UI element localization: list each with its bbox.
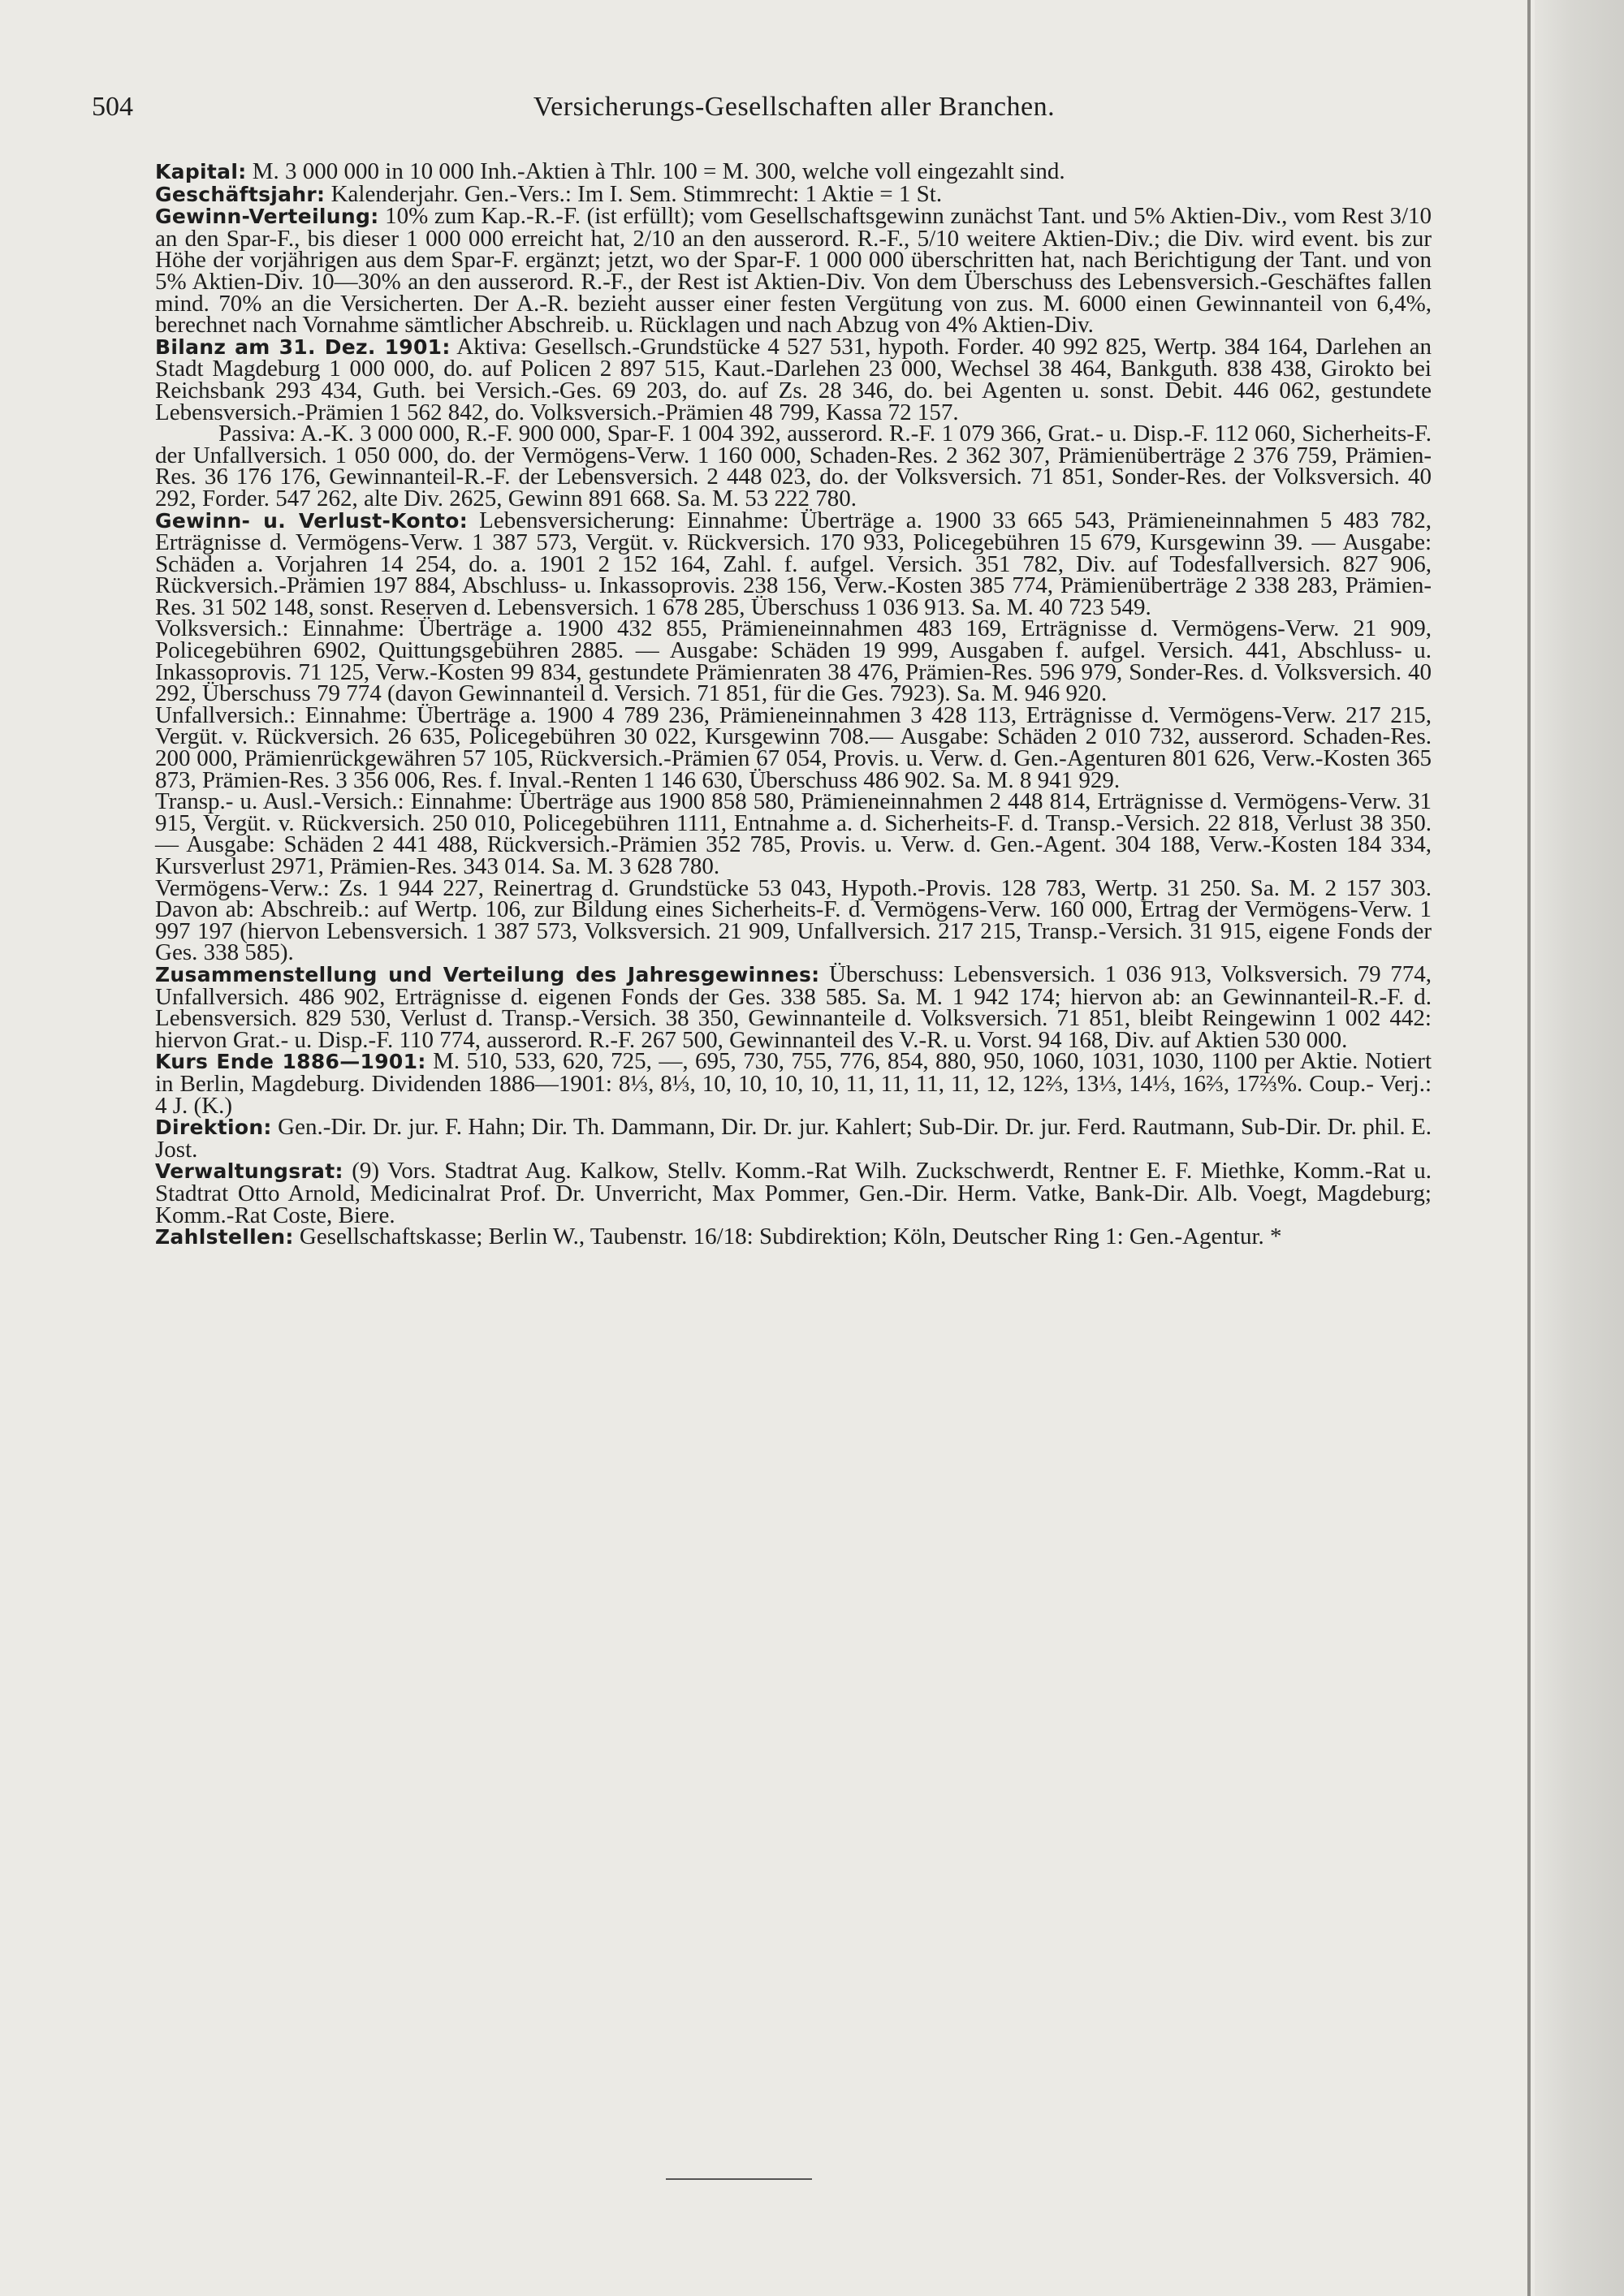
section-lead: Gewinn-Verteilung: [155,205,379,229]
section-text: Aktiva: Gesellsch.-Grundstücke 4 527 531, hypoth. Forder. 40 992 825, Wertp. 384 164, Darlehen an Stadt Magdeburg 1 000 000, do. auf Policen 2 897 515, Kaut.-Darlehen 23 000, Wechsel 38 464, Bankguth. 838 438, Girokto bei Reichsbank 293 434, Guth. bei Versich.-Ges. 69 203, do. auf Zs. 28 346, do. bei Agenten u. sonst. Debit. 446 062, gestundete Lebensversich.-Prämien 1 562 842, do. Volksversich.-Prämien 48 799, Kassa 72 157. [155,333,1432,425]
section-lead: Kurs Ende 1886—1901: [155,1050,426,1074]
section-text: Transp.- u. Ausl.-Versich.: Einnahme: Überträge aus 1900 858 580, Prämieneinnahmen 2 448 814, Erträgnisse d. Vermögens-Verw. 31 915, Vergüt. v. Rückversich. 250 010, Policegebühren 1111, Entnahme a. d. Sicherheits-F. d. Transp.-Versich. 22 818, Verlust 38 350. — Ausgabe: Schäden 2 441 488, Rückversich.-Prämien 352 785, Provis. u. Verw. d. Gen.-Agent. 304 188, Verw.-Kosten 184 334, Kursverlust 2971, Prämien-Res. 343 014. Sa. M. 3 628 780. [155,788,1432,879]
section-lead: Kapital: [155,160,247,183]
section-kurs [92,1048,1432,1119]
section-text: Gesellschaftskasse; Berlin W., Taubenstr. 16/18: Subdirektion; Köln, Deutscher Ring 1: Gen.-Agentur. * [299,1224,1282,1250]
section-volksversich [92,615,1432,707]
section-bilanz-aktiva [92,333,1432,425]
section-gewinn-verteilung [92,203,1432,339]
section-zahlstellen [92,1226,1432,1249]
section-lead: Verwaltungsrat: [155,1159,343,1184]
section-text: Vermögens-Verw.: Zs. 1 944 227, Reinertrag d. Grundstücke 53 043, Hypoth.-Provis. 128 783, Wertp. 31 250. Sa. M. 2 157 303. Davon ab: Abschreib.: auf Wertp. 106, zur Bildung eines Sicherheits-F. d. Vermögens-Verw. 160 000, Ertrag der Vermögens-Verw. 1 997 197 (hiervon Lebensversich. 1 387 573, Volksversich. 21 909, Unfallversich. 217 215, Transp.-Versich. 31 915, eigene Fonds der Ges. 338 585). [155,874,1432,966]
section-text: Passiva: A.-K. 3 000 000, R.-F. 900 000, Spar-F. 1 004 392, ausserord. R.-F. 1 079 366, Grat.- u. Disp.-F. 112 060, Sicherheits-F. der Unfallversich. 1 050 000, do. der Vermögens-Verw. 1 160 000, Schaden-Res. 2 362 307, Prämienüberträge 2 376 759, Prämien-Res. 36 176 176, Gewinnanteil-R.-F. der Lebensversich. 2 448 023, do. der Volksversich. 71 851, Sonder-Res. der Volksversich. 40 292, Forder. 547 262, alte Div. 2625, Gewinn 891 668. Sa. M. 53 222 780. [155,421,1432,511]
section-lead: Zahlstellen: [155,1225,294,1249]
section-text: (9) Vors. Stadtrat Aug. Kalkow, Stellv. Komm.-Rat Wilh. Zuckschwerdt, Rentner E. F. Miethke, Komm.-Rat u. Stadtrat Otto Arnold, Medicinalrat Prof. Dr. Unverricht, Max Pommer, Gen.-Dir. Herm. Vatke, Bank-Dir. Alb. Voegt, Magdeburg; Komm.-Rat Coste, Biere. [155,1158,1432,1228]
section-text: Lebensversicherung: Einnahme: Überträge a. 1900 33 665 543, Prämieneinnahmen 5 483 782, Erträgnisse d. Vermögens-Verw. 1 387 573, Vergüt. v. Rückversich. 170 933, Policegebühren 15 679, Kursgewinn 39. — Ausgabe: Schäden a. Vorjahren 14 254, do. a. 1901 2 152 164, Zahl. f. aufgel. Versich. 351 782, Div. auf Todesfallversich. 827 906, Rückversich.-Prämien 197 884, Abschluss- u. Inkassoprovis. 238 156, Verw.-Kosten 385 774, Prämienüberträge 2 338 283, Prämien-Res. 31 502 148, sonst. Reserven d. Lebensversich. 1 678 285, Überschuss 1 036 913. Sa. M. 40 723 549. [155,507,1432,620]
section-text: 10% zum Kap.-R.-F. (ist erfüllt); vom Gesellschaftsgewinn zunächst Tant. und 5% Aktien-Div., vom Rest 3/10 an den Spar-F., bis dieser 1 000 000 erreicht hat, 2/10 an den ausserord. R.-F., 5/10 weitere Aktien-Div.; die Div. wird event. bis zur Höhe der vorjährigen aus dem Spar-F. ergänzt; jetzt, wo der Spar-F. 1 000 000 überschritten hat, nach Berichtigung der Tant. und von 5% Aktien-Div. 10—30% an den ausserord. R.-F., der Rest ist Aktien-Div. Von dem Überschuss des Lebensversich.-Geschäftes fallen mind. 70% an die Versicherten. Der A.-R. bezieht ausser einer festen Vergütung von zus. M. 6000 einen Gewinnanteil von 6,4%, berechnet nach Vornahme sämtlicher Abschreib. u. Rücklagen und nach Abzug von 4% Aktien-Div. [155,203,1432,339]
section-direktion [92,1114,1432,1163]
section-transpversich [92,788,1432,879]
section-bilanz-passiva [92,423,1432,509]
section-lead: Gewinn- u. Verlust-Konto: [155,508,468,533]
running-title: Versicherungs-Gesellschaften aller Branchen. [533,92,1056,122]
section-lead: Direktion: [155,1116,272,1140]
section-lead: Zusammenstellung und Verteilung des Jahresgewinnes: [155,962,820,986]
section-text: Volksversich.: Einnahme: Überträge a. 1900 432 855, Prämieneinnahmen 483 169, Erträgnisse d. Vermögens-Verw. 21 909, Policegebühren 6902, Quittungsgebühren 2885. — Ausgabe: Schäden 19 999, Ausgaben f. aufgel. Versich. 441, Abschluss- u. Inkassoprovis. 71 125, Verw.-Kosten 99 834, gestundete Prämienraten 38 476, Prämien-Res. 596 979, Sonder-Res. d. Volksversich. 40 292, Überschuss 79 774 (davon Gewinnanteil d. Versich. 71 851, für die Ges. 7923). Sa. M. 946 920. [155,615,1432,707]
section-text: Gen.-Dir. Dr. jur. F. Hahn; Dir. Th. Dammann, Dir. Dr. jur. Kahlert; Sub-Dir. Dr. jur. Ferd. Rautmann, Sub-Dir. Dr. phil. E. Jost. [155,1114,1432,1163]
page-number: 504 [92,92,133,122]
section-kapital [92,158,1432,184]
section-text: Unfallversich.: Einnahme: Überträge a. 1900 4 789 236, Prämieneinnahmen 3 428 113, Erträgnisse d. Vermögens-Verw. 217 215, Vergüt. v. Rückversich. 26 635, Policegebühren 30 022, Kursgewinn 708.— Ausgabe: Schäden 2 010 732, ausserord. Schaden-Res. 200 000, Prämienrückgewähren 57 105, Rückversich.-Prämien 67 054, Provis. u. Verw. d. Gen.-Agenturen 801 626, Verw.-Kosten 365 873, Prämien-Res. 3 356 006, Res. f. Inval.-Renten 1 146 630, Überschuss 486 902. Sa. M. 8 941 929. [155,701,1432,793]
closing-rule [666,2178,812,2180]
section-text: Überschuss: Lebensversich. 1 036 913, Volksversich. 79 774, Unfallversich. 486 902, Erträgnisse d. eigenen Fonds der Ges. 338 585. Sa. M. 1 942 174; hiervon ab: an Gewinnanteil-R.-F. d. Lebensversich. 829 530, Verlust d. Transp.-Versich. 38 350, Gewinnanteile d. Volksversich. 71 851, bleibt Reingewinn 1 002 442: hiervon Grat.- u. Disp.-F. 110 774, ausserord. R.-F. 267 500, Gewinnanteil des V.-R. u. Vorst. 94 168, Div. auf Aktien 530 000. [155,960,1432,1053]
section-zusammenstellung [92,960,1432,1053]
section-lead: Geschäftsjahr: [155,182,326,206]
page-edge [1535,0,1624,2296]
section-unfallversich [92,701,1432,793]
section-text: Kalenderjahr. Gen.-Vers.: Im I. Sem. Stimmrecht: 1 Aktie = 1 St. [330,180,943,207]
section-text: M. 3 000 000 in 10 000 Inh.-Aktien à Thlr. 100 = M. 300, welche voll eingezahlt sind. [252,158,1065,184]
page-header [92,88,1432,127]
section-text: M. 510, 533, 620, 725, —, 695, 730, 755, 776, 854, 880, 950, 1060, 1031, 1030, 1100 per Aktie. Notiert in Berlin, Magdeburg. Dividenden 1886—1901: 8⅓, 8⅓, 10, 10, 10, 10, 11, 11, 11, 11, 12, 12⅔, 13⅓, 14⅓, 16⅔, 17⅔%. Coup.- Verj.: 4 J. (K.) [155,1048,1432,1119]
section-vermoegens-verw [92,874,1432,966]
document-body [92,158,1432,1250]
section-gewinn-verlust-konto [92,507,1432,620]
section-verwaltungsrat [92,1160,1432,1226]
section-lead: Bilanz am 31. Dez. 1901: [155,334,451,359]
binding-shadow [1527,0,1531,2296]
section-geschaeftsjahr [92,180,1432,207]
